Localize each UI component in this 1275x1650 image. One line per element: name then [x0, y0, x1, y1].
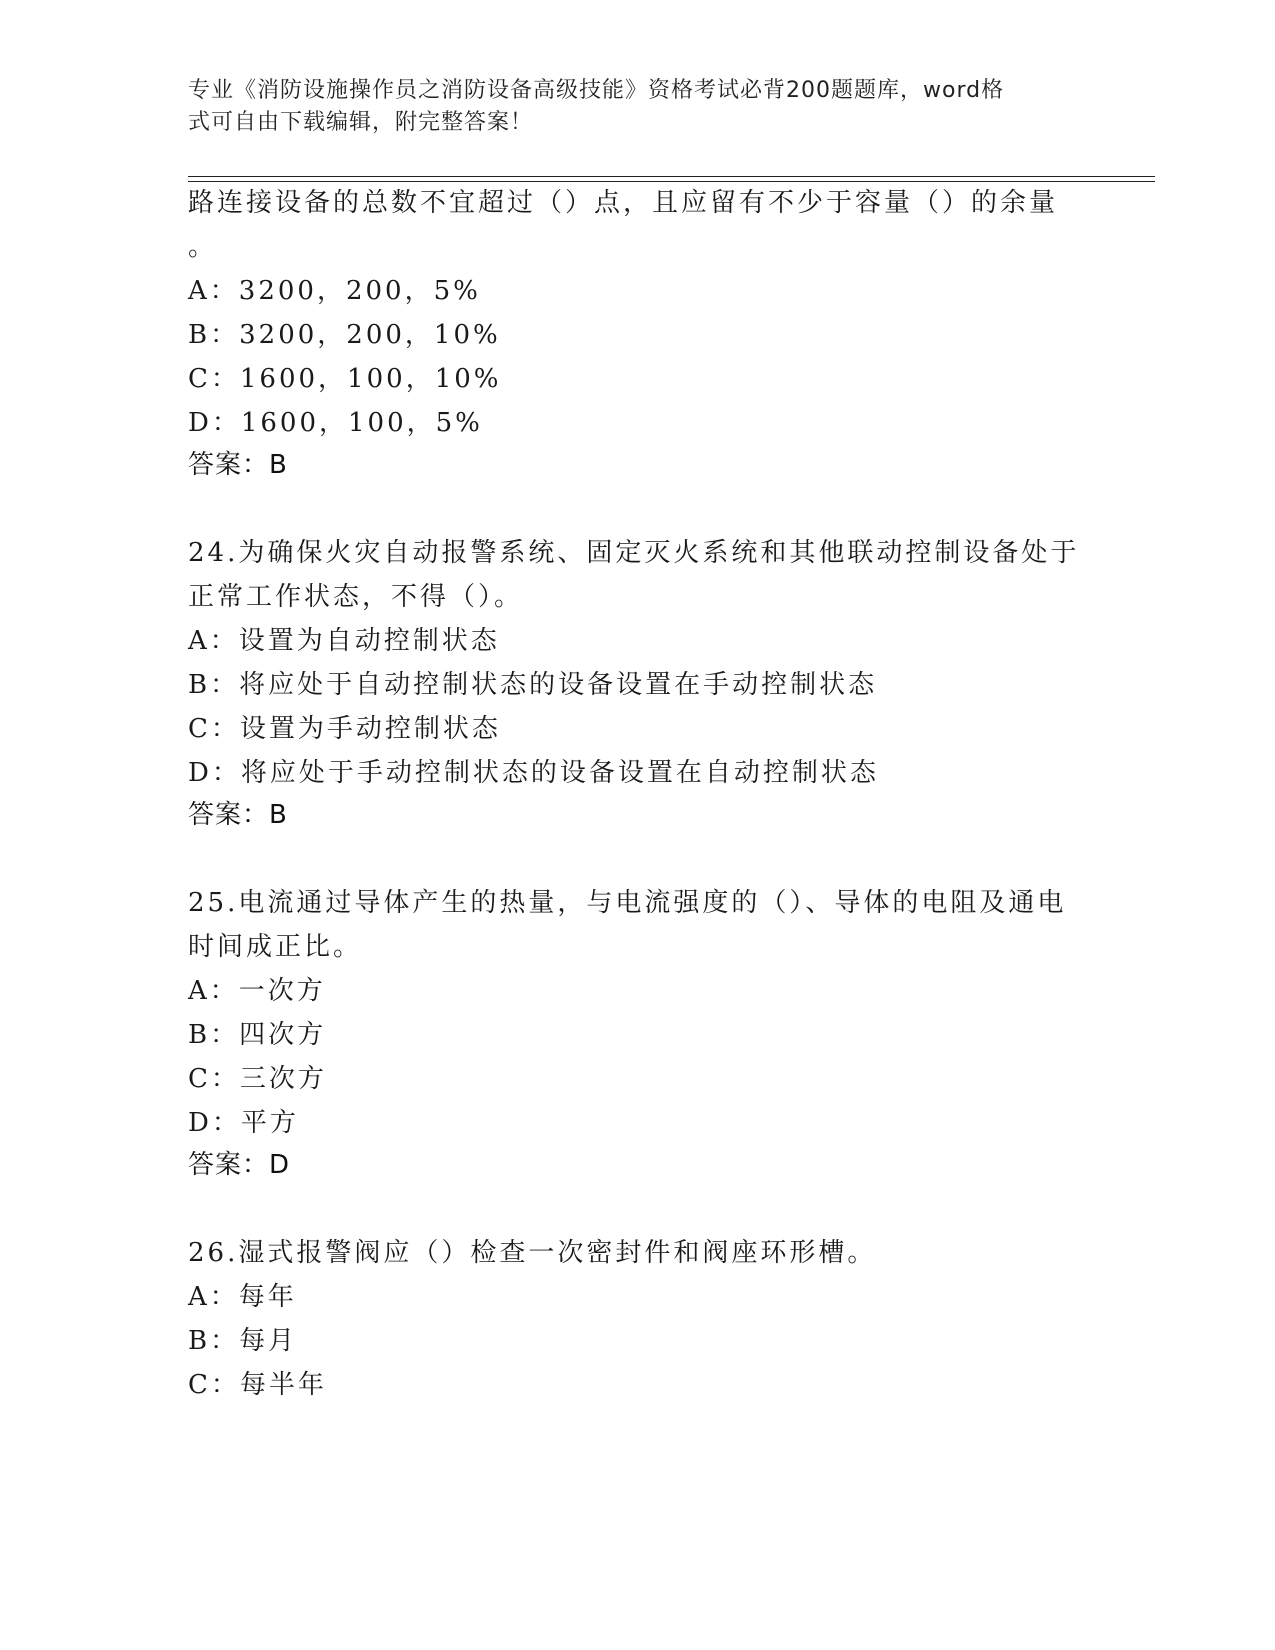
header-line-2: 式可自由下载编辑，附完整答案！ [188, 110, 534, 135]
q26-option-c: C：每半年 [188, 1370, 327, 1400]
q25-option-d: D：平方 [188, 1108, 299, 1138]
q25-option-b: B：四次方 [188, 1020, 327, 1050]
q25-option-c: C：三次方 [188, 1064, 327, 1094]
document-header [188, 75, 1078, 139]
q24-answer: 答案：B [188, 800, 288, 830]
q26-stem-line-1: 26.湿式报警阀应（）检查一次密封件和阀座环形槽。 [188, 1238, 877, 1268]
q24-option-a: A：设置为自动控制状态 [188, 626, 500, 656]
q23-answer: 答案：B [188, 450, 288, 480]
q25-option-a: A：一次方 [188, 976, 326, 1006]
q23-option-c: C：1600，100，10% [188, 364, 502, 394]
q23-stem-line-1: 路连接设备的总数不宜超过（）点，且应留有不少于容量（）的余量 [188, 188, 1059, 218]
q23-option-d: D：1600，100，5% [188, 408, 483, 438]
header-divider-top [188, 176, 1155, 177]
q23-stem-line-2: 。 [188, 232, 218, 262]
q24-option-b: B：将应处于自动控制状态的设备设置在手动控制状态 [188, 670, 878, 700]
q25-answer: 答案：D [188, 1150, 291, 1180]
q24-option-c: C：设置为手动控制状态 [188, 714, 501, 744]
q26-option-a: A：每年 [188, 1282, 297, 1312]
header-divider-bottom [188, 181, 1155, 182]
header-line-1: 专业《消防设施操作员之消防设备高级技能》资格考试必背200题题库，word格 [188, 78, 1005, 103]
q23-option-b: B：3200，200，10% [188, 320, 501, 350]
q25-stem-line-1: 25.电流通过导体产生的热量，与电流强度的（）、导体的电阻及通电 [188, 888, 1067, 918]
q25-stem-line-2: 时间成正比。 [188, 932, 363, 962]
q23-option-a: A：3200，200，5% [188, 276, 481, 306]
q24-stem-line-1: 24.为确保火灾自动报警系统、固定灭火系统和其他联动控制设备处于 [188, 538, 1080, 568]
q26-option-b: B：每月 [188, 1326, 298, 1356]
q24-option-d: D：将应处于手动控制状态的设备设置在自动控制状态 [188, 758, 879, 788]
q24-stem-line-2: 正常工作状态，不得（）。 [188, 582, 524, 612]
